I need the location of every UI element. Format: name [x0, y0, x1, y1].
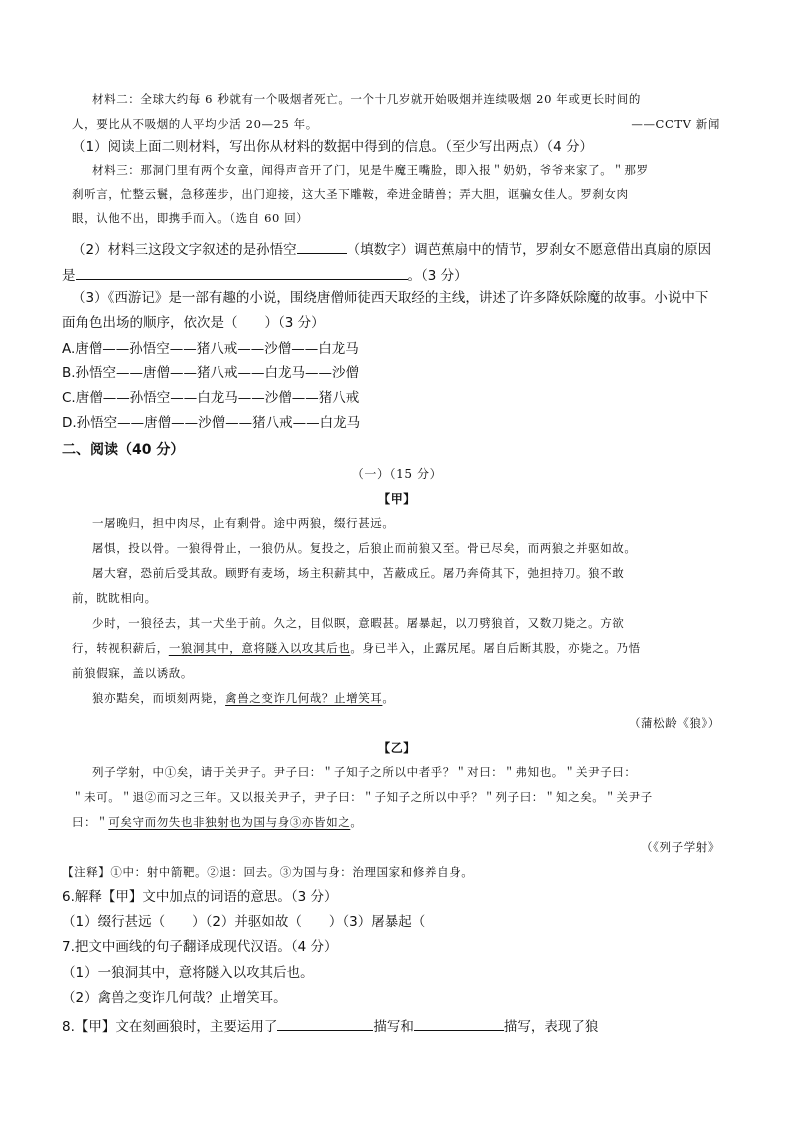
yi-l3-pre: 曰：＂: [72, 815, 109, 829]
question-6-title: 6.解释【甲】文中加点的词语的意思。（3 分）: [62, 889, 338, 905]
annotation-note: 【注释】①中：射中箭靶。②退：回去。③为国与身：治理国家和修养自身。: [62, 865, 474, 879]
jia-paragraph-2: 屠惧，投以骨。一狼得骨止，一狼仍从。复投之，后狼止而前狼又至。骨已尽矣，而两狼之并驱如故。: [92, 541, 637, 555]
jia-paragraph-3-line1: 屠大窘，恐前后受其敌。顾野有麦场，场主积薪其中，苫蔽成丘。屠乃奔倚其下，弛担持刀。狼不敢: [92, 566, 625, 580]
material2-source: ——CCTV 新闻: [631, 117, 720, 131]
material3-line3: 眼，认他不出，即携手而入。（选自 60 回）: [72, 211, 309, 225]
jia-paragraph-3-line2: 前，眈眈相向。: [72, 591, 157, 605]
question-8-prefix: 8.【甲】文在刻画狼时，主要运用了: [62, 1019, 278, 1035]
question-8-blank-2[interactable]: [414, 1018, 504, 1031]
question-8: [62, 1018, 598, 1035]
question-3-option-c[interactable]: C.唐僧——孙悟空——白龙马——沙僧——猪八戒: [62, 390, 360, 406]
material3-line2: 刹听言，忙整云鬟，急移莲步，出门迎接，这大圣下雕鞍，牵进金睛兽；弄大胆，诓骗女佳人。罗刹女肉: [72, 187, 629, 201]
jia-heading: 【甲】: [378, 492, 416, 506]
jia-p5-pre: 狼亦黠矣，而顷刻两毙，: [92, 691, 226, 705]
jia-p5-post: 。: [382, 691, 395, 705]
yi-source: （《列子学射》: [641, 840, 720, 854]
question-2-number-blank[interactable]: [297, 241, 347, 254]
question-3-option-d[interactable]: D.孙悟空——唐僧——沙僧——猪八戒——白龙马: [62, 415, 361, 431]
question-8-suffix: 描写，表现了狼: [503, 1019, 599, 1035]
question-2-middle: （填数字）调芭蕉扇中的情节，罗刹女不愿意借出真扇的原因: [346, 242, 712, 258]
question-7-title: 7.把文中画线的句子翻译成现代汉语。（4 分）: [62, 939, 338, 955]
question-3-option-a[interactable]: A.唐僧——孙悟空——猪八戒——沙僧——白龙马: [62, 341, 359, 357]
question-7-sentence-1: （1）一狼洞其中，意将隧入以攻其后也。: [62, 965, 314, 981]
yi-heading: 【乙】: [378, 741, 416, 755]
question-2-reason-blank[interactable]: [76, 267, 408, 280]
yi-l3-post: 。: [350, 815, 363, 829]
question-2-line2: [62, 267, 468, 284]
question-2-line1: [72, 241, 711, 258]
question-2-line2-suffix: 。（3 分）: [407, 268, 468, 284]
question-2-line2-prefix: 是: [62, 268, 76, 284]
question-1: （1）阅读上面二则材料，写出你从材料的数据中得到的信息。（至少写出两点）（4 分）: [72, 139, 593, 155]
jia-paragraph-4-line1: 少时，一狼径去，其一犬坐于前。久之，目似瞑，意暇甚。屠暴起，以刀劈狼首，又数刀毙之。方欲: [92, 616, 625, 630]
section-2-heading: 二、阅读（40 分）: [62, 442, 185, 458]
question-6-items: （1）缀行甚远（ ）（2）并驱如故（ ）（3）屠暴起（: [62, 914, 426, 930]
jia-source: （蒲松龄《狼》）: [628, 716, 720, 730]
jia-underlined-sentence-1: 一狼洞其中，意将隧入以攻其后也: [168, 641, 351, 655]
part-1-heading: （一）（15 分）: [351, 467, 443, 481]
jia-underlined-sentence-2: 禽兽之变诈几何哉？止增笑耳: [225, 691, 383, 705]
question-3-option-b[interactable]: B.孙悟空——唐僧——猪八戒——白龙马——沙僧: [62, 365, 360, 381]
yi-underlined-sentence: 可矣守而勿失也非独射也为国与身③亦皆如之: [108, 815, 351, 829]
yi-line1: 列子学射，中①矣，请于关尹子。尹子曰：＂子知子之所以中者乎？＂对曰：＂弗知也。＂关尹子曰：: [92, 765, 637, 779]
material3-line1: 材料三：那洞门里有两个女童，闻得声音开了门，见是牛魔王嘴脸，即入报＂奶奶，爷爷来家了。＂那罗: [92, 163, 649, 177]
jia-paragraph-5: [92, 693, 395, 705]
jia-p4-pre: 行，转视积薪后，: [72, 641, 169, 655]
jia-paragraph-4-line2: [72, 643, 641, 655]
jia-p4-post: 。身已半入，止露尻尾。屠自后断其股，亦毙之。乃悟: [350, 641, 641, 655]
question-8-middle: 描写和: [373, 1019, 414, 1035]
jia-paragraph-1: 一屠晚归，担中肉尽，止有剩骨。途中两狼，缀行甚远。: [92, 516, 395, 530]
material2-line2: 人，要比从不吸烟的人平均少活 20—25 年。: [72, 117, 318, 131]
jia-paragraph-4-line3: 前狼假寐，盖以诱敌。: [72, 666, 193, 680]
question-3-line1: （3）《西游记》是一部有趣的小说，围绕唐僧师徒西天取经的主线，讲述了许多降妖除魔的故事。小说中下: [72, 290, 709, 306]
yi-line2: ＂未可。＂退②而习之三年。又以报关尹子，尹子曰：＂子知子之所以中乎？＂列子曰：＂知之矣。＂关尹子: [72, 790, 653, 804]
material2-line1: 材料二：全球大约每 6 秒就有一个吸烟者死亡。一个十几岁就开始吸烟并连续吸烟 20 年或更长时间的: [92, 92, 641, 106]
question-7-sentence-2: （2）禽兽之变诈几何哉？止增笑耳。: [62, 990, 287, 1006]
question-2-prefix: （2）材料三这段文字叙述的是孙悟空: [72, 242, 297, 258]
question-3-line2: 面角色出场的顺序，依次是（ ）（3 分）: [62, 315, 325, 331]
question-8-blank-1[interactable]: [277, 1018, 373, 1031]
yi-line3: [72, 817, 362, 829]
